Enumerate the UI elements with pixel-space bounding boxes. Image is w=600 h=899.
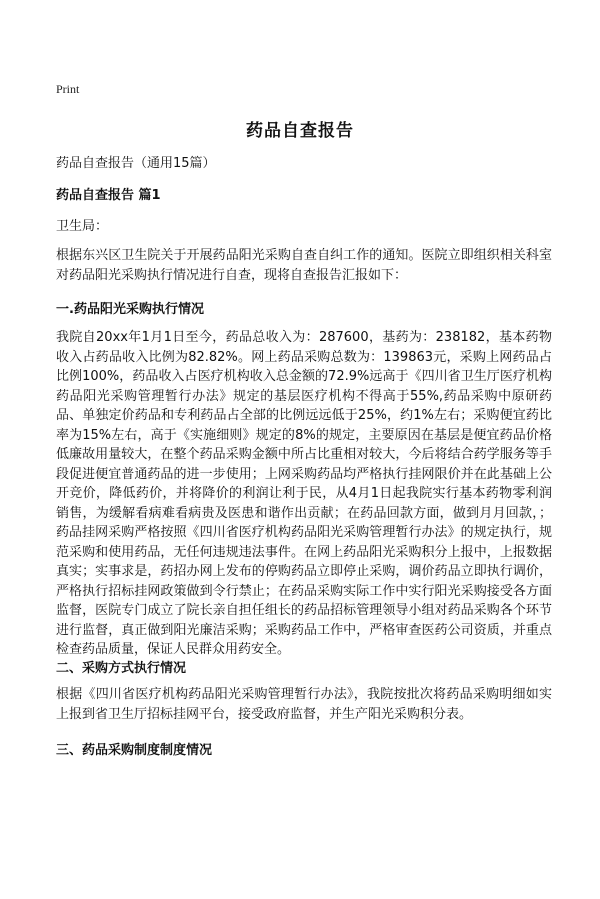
- section-heading-2: 二、采购方式执行情况: [56, 661, 187, 676]
- addressee: 卫生局：: [56, 219, 109, 234]
- section-heading-3: 三、药品采购制度制度情况: [56, 743, 213, 758]
- intro-paragraph: 根据东兴区卫生院关于开展药品阳光采购自查自纠工作的通知。医院立即组织相关科室对药品阳光采购执行情况进行自查，现将自查报告汇报如下：: [56, 248, 552, 283]
- section-heading-1: 一.药品阳光采购执行情况: [56, 302, 204, 317]
- print-label: Print: [56, 82, 80, 96]
- chapter-title: 药品自查报告 篇1: [56, 188, 161, 203]
- document-subtitle: 药品自查报告（通用15篇）: [56, 156, 216, 171]
- section-body-1: 我院自20xx年1月1日至今，药品总收入为：287600，基药为：238182，基本药物收入占药品收入比例为82.82%。网上药品采购总数为：139863元，采购上网药品占比例100%，药品收入占医疗机构收入总金额的72.9%远高于《四川省卫生厅医疗机构药品阳光采购管理暂行办法》规定的基层医疗机构不得高于55%,药品采购中原研药品、单独定价药品和专利药品占全部的比例远远低于25%，约1%左右；采购便宜药比率为15%左右，高于《实施细则》规定的8%的规定，主要原因在基层是便宜药品价格低廉故用量较大，在整个药品采购金额中所占比重相对较大，今后将结合药学服务等手段促进便宜普通药品的进一步使用；上网采购药品均严格执行挂网限价并在此基础上公开竞价，降低药价，并将降价的利润让利于民，从4月1日起我院实行基本药物零利润销售，为缓解看病难看病贵及医患和谐作出贡献；在药品回款方面，做到月月回款，；药品挂网采购严格按照《四川省医疗机构药品阳光采购管理暂行办法》的规定执行，规范采购和使用药品，无任何违规违法事件。在网上药品阳光采购积分上报中，上报数据真实；实事求是，药招办网上发布的停购药品立即停止采购，调价药品立即执行调价，严格执行招标挂网政策做到令行禁止；在药品采购实际工作中实行阳光采购接受各方面监督，医院专门成立了院长亲自担任组长的药品招标管理领导小组对药品采购各个环节进行监督，真正做到阳光廉洁采购；采购药品工作中，严格审查医药公司资质，并重点检查药品质量，保证人民群众用药安全。: [56, 330, 552, 657]
- page-title: 药品自查报告: [246, 121, 354, 141]
- section-body-2: 根据《四川省医疗机构药品阳光采购管理暂行办法》，我院按批次将药品采购明细如实上报到省卫生厅招标挂网平台，接受政府监督，并生产阳光采购积分表。: [56, 687, 552, 722]
